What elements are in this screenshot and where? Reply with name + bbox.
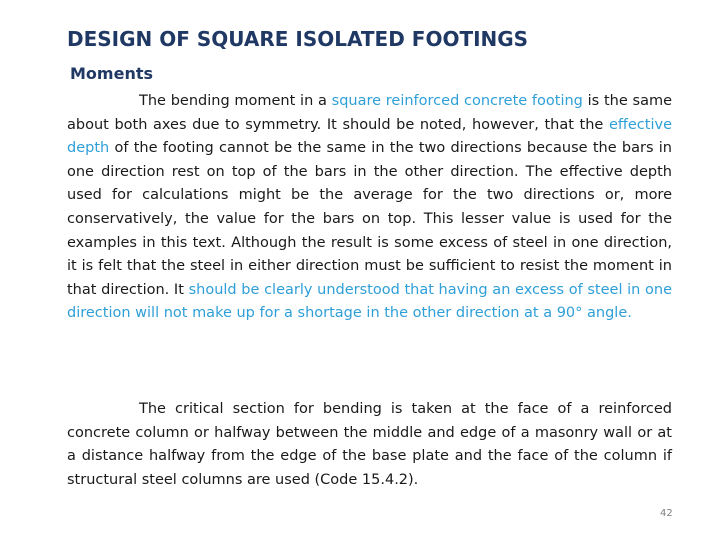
paragraph-text: of the footing cannot be the same in the two directions because the bars in one direction rest on top of the bars in the other direction. The effective depth used for calculations might be the average for the two directions or, more conservatively, the value for the bars on top. This lesser value is used for the examples in this text. Although the result is some excess of steel in one direction, it is felt that the steel in either direction must be sufficient to resist the moment in that direction. It xyxy=(67,140,672,298)
page-number: 42 xyxy=(660,508,673,519)
paragraph-text: is the same about both axes due to symmetry. It should be noted, however, that the xyxy=(67,93,672,133)
paragraph-moments xyxy=(67,90,672,326)
section-heading: Moments xyxy=(70,64,153,83)
slide-title: DESIGN OF SQUARE ISOLATED FOOTINGS xyxy=(67,27,529,51)
paragraph-text: The bending moment in a xyxy=(139,93,332,109)
paragraph-critical-section: The critical section for bending is taken at the face of a reinforced concrete column or halfway between the middle and edge of a masonry wall or at a distance halfway from the edge of the base plate and the face of the column if structural steel columns are used (Code 15.4.2). xyxy=(67,401,672,488)
highlight-square-footing: square reinforced concrete footing xyxy=(331,93,583,109)
highlight-effective-depth: effective depth xyxy=(67,116,672,157)
highlight-excess-steel-note: should be clearly understood that having an excess of steel in one direction will not make up for a shortage in the other direction at a 90° angle. xyxy=(67,281,673,322)
